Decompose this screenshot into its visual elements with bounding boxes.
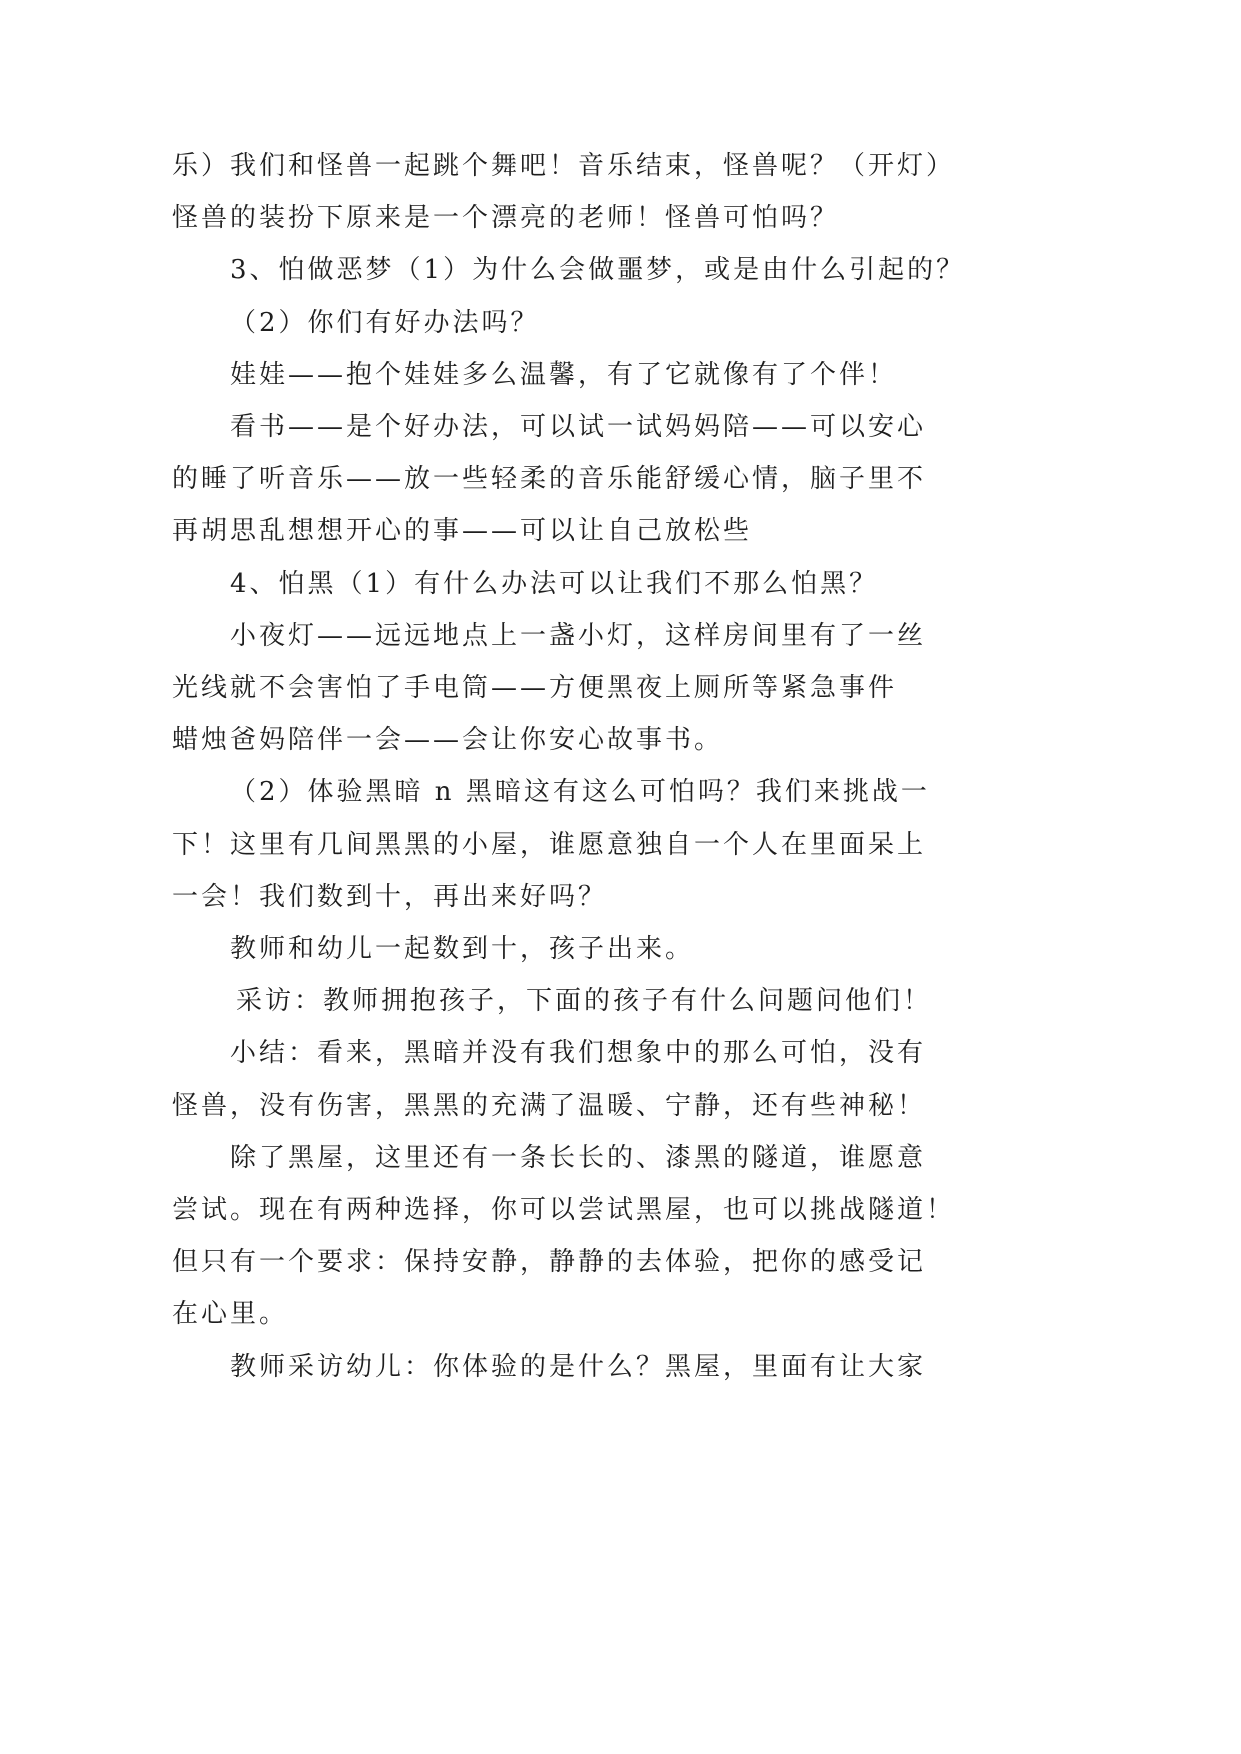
text-line: 小结：看来，黑暗并没有我们想象中的那么可怕，没有	[230, 1038, 927, 1068]
text-line: 娃娃——抱个娃娃多么温馨，有了它就像有了个伴！	[230, 360, 898, 390]
text-line: 下！这里有几间黑黑的小屋，谁愿意独自一个人在里面呆上	[172, 830, 927, 860]
text-line: 光线就不会害怕了手电筒——方便黑夜上厕所等紧急事件	[172, 673, 898, 703]
text-line: 再胡思乱想想开心的事——可以让自己放松些	[172, 516, 753, 546]
text-line: 采访：教师拥抱孩子，下面的孩子有什么问题问他们！	[236, 986, 933, 1016]
text-line: 蜡烛爸妈陪伴一会——会让你安心故事书。	[172, 725, 724, 755]
text-line: 怪兽，没有伤害，黑黑的充满了温暖、宁静，还有些神秘！	[172, 1091, 927, 1121]
text-line: 看书——是个好办法，可以试一试妈妈陪——可以安心	[230, 412, 927, 442]
text-line: 教师采访幼儿：你体验的是什么？黑屋，里面有让大家	[230, 1352, 927, 1382]
text-line: 除了黑屋，这里还有一条长长的、漆黑的隧道，谁愿意	[230, 1143, 927, 1173]
text-line: （2）你们有好办法吗？	[230, 308, 540, 338]
text-line: 教师和幼儿一起数到十，孩子出来。	[230, 934, 695, 964]
text-line: 在心里。	[172, 1299, 289, 1329]
text-line: 一会！我们数到十，再出来好吗？	[172, 882, 608, 912]
text-line: （2）体验黑暗 n 黑暗这有这么可怕吗？我们来挑战一	[230, 777, 930, 807]
text-line: 尝试。现在有两种选择，你可以尝试黑屋，也可以挑战隧道！	[172, 1195, 956, 1225]
text-line: 小夜灯——远远地点上一盏小灯，这样房间里有了一丝	[230, 621, 927, 651]
text-line: 乐）我们和怪兽一起跳个舞吧！音乐结束，怪兽呢？（开灯）	[172, 151, 956, 181]
text-line: 4、怕黑（1）有什么办法可以让我们不那么怕黑？	[230, 569, 879, 599]
text-line: 3、怕做恶梦（1）为什么会做噩梦，或是由什么引起的？	[230, 255, 966, 285]
text-line: 的睡了听音乐——放一些轻柔的音乐能舒缓心情，脑子里不	[172, 464, 927, 494]
text-line: 但只有一个要求：保持安静，静静的去体验，把你的感受记	[172, 1247, 927, 1277]
text-line: 怪兽的装扮下原来是一个漂亮的老师！怪兽可怕吗？	[172, 203, 840, 233]
